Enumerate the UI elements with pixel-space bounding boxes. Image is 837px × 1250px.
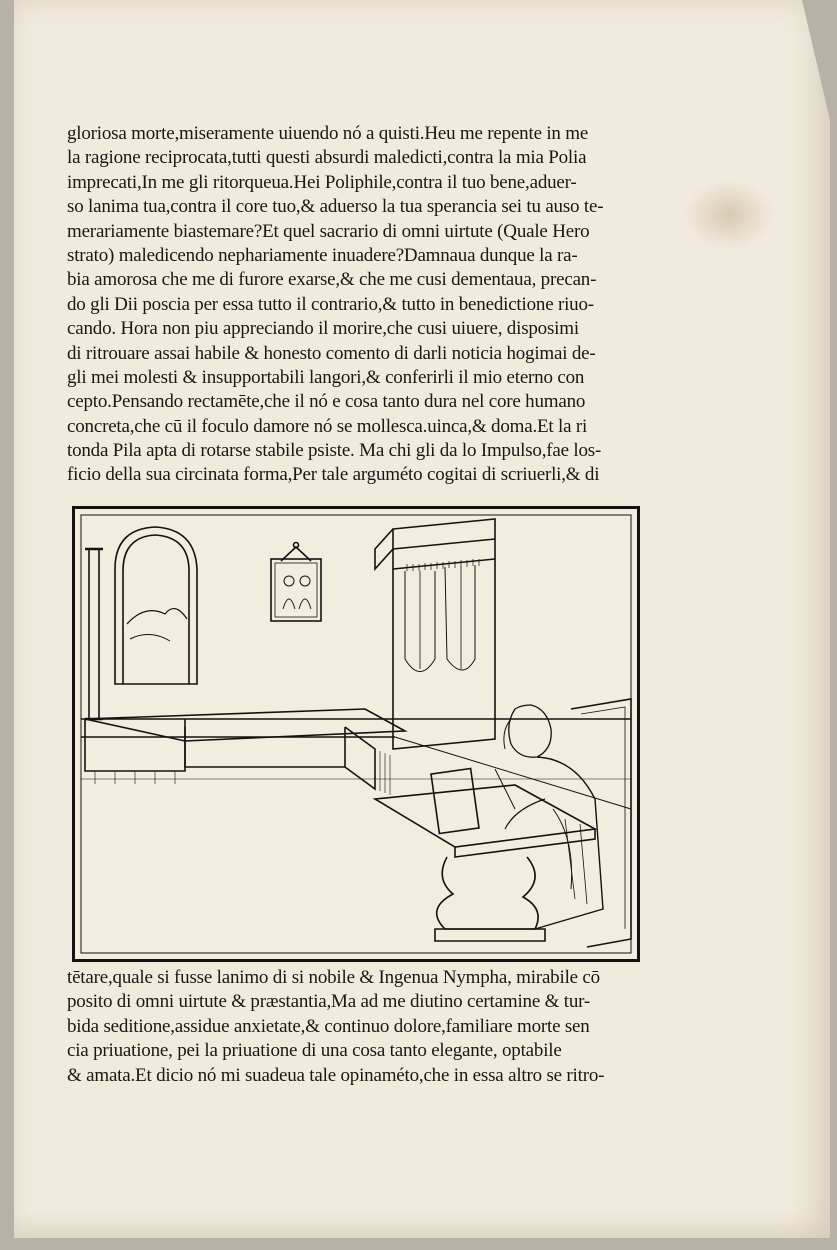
scholar-at-desk-drawing	[75, 509, 637, 959]
text-line: & amata.Et dicio nó mi suadeua tale opinaméto,che in essa altro se ritro-	[67, 1064, 605, 1086]
text-line: imprecati,In me gli ritorqueua.Hei Poliphile,contra il tuo bene,aduer-	[67, 171, 577, 193]
text-line: cepto.Pensando rectamēte,che il nó e cosa tanto dura nel core humano	[67, 391, 586, 413]
text-line: la ragione reciprocata,tutti questi absurdi maledicti,contra la mia Polia	[67, 147, 587, 169]
text-line: concreta,che cū il foculo damore nó se mollesca.uinca,& doma.Et la ri	[67, 415, 588, 437]
text-line: tētare,quale si fusse lanimo di si nobile & Ingenua Nympha, mirabile cō	[67, 967, 600, 988]
text-line: gloriosa morte,miseramente uiuendo nó a quisti.Heu me repente in me	[67, 123, 589, 144]
text-line: cia priuatione, pei la priuatione di una cosa tanto elegante, optabile	[67, 1040, 562, 1062]
torn-corner	[760, 0, 830, 120]
text-line: posito di omni uirtute & præstantia,Ma ad me diutino certamine & tur-	[67, 991, 590, 1013]
manuscript-page	[14, 0, 830, 1238]
text-line: bida seditione,assidue anxietate,& continuo dolore,familiare morte sen	[67, 1015, 590, 1037]
text-line: merariamente biastemare?Et quel sacrario di omni uirtute (Quale Hero	[67, 220, 590, 242]
paper-stain	[684, 180, 774, 250]
text-line: ficio della sua circinata forma,Per tale arguméto cogitai di scriuerli,& di	[67, 464, 600, 486]
text-line: tonda Pila apta di rotarse stabile psiste. Ma chi gli da lo Impulso,fae los-	[67, 440, 602, 462]
text-line: gli mei molesti & insupportabili langori,& conferirli il mio eterno con	[67, 366, 585, 388]
text-line: cando. Hora non piu appreciando il morire,che cusi uiuere, disposimi	[67, 318, 579, 340]
text-block-top	[67, 122, 647, 488]
woodcut-illustration	[72, 506, 640, 962]
text-line: di ritrouare assai habile & honesto comento di darli noticia hogimai de-	[67, 342, 596, 364]
text-line: strato) maledicendo nephariamente inuadere?Damnaua dunque la ra-	[67, 244, 578, 266]
text-line: do gli Dii poscia per essa tutto il contrario,& tutto in benedictione riuo-	[67, 293, 594, 315]
text-line: so lanima tua,contra il core tuo,& aduerso la tua sperancia sei tu auso te-	[67, 196, 604, 218]
text-block-bottom	[67, 966, 647, 1088]
text-line: bia amorosa che me di furore exarse,& che me cusi dementaua, precan-	[67, 269, 597, 291]
